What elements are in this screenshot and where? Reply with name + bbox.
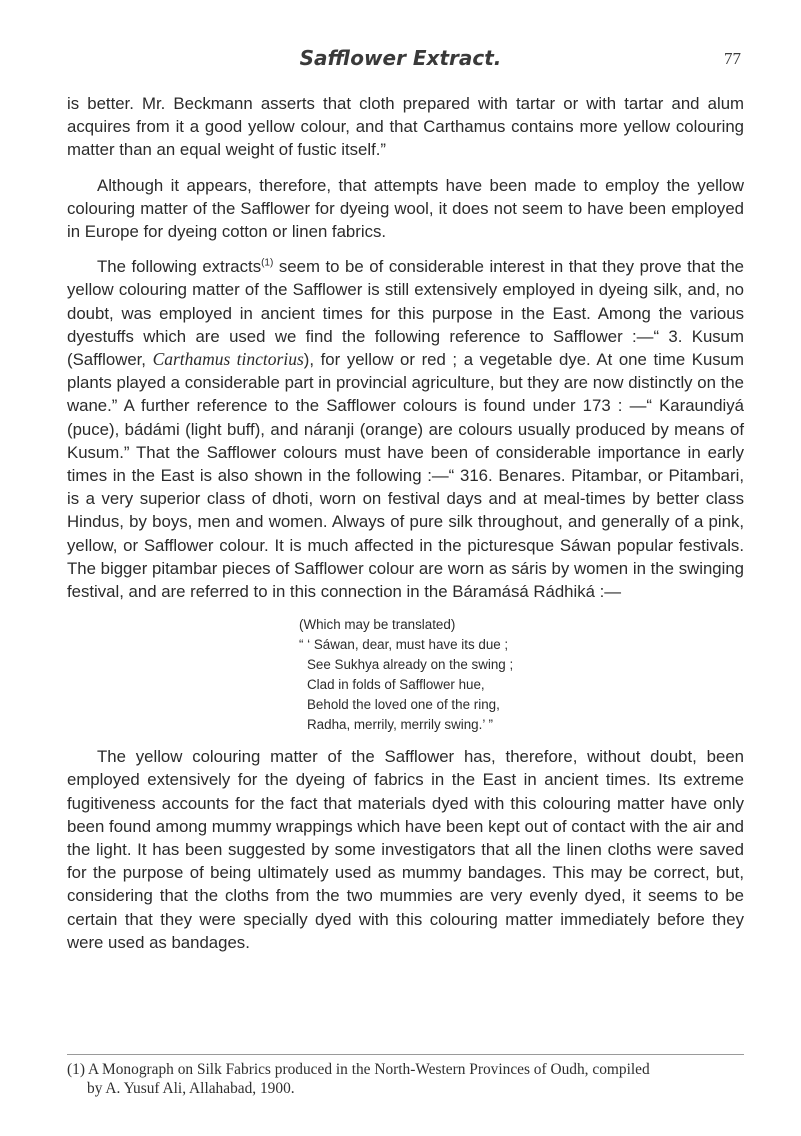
- footnote: [67, 1060, 744, 1098]
- poem-line: Clad in folds of Safflower hue,: [307, 677, 485, 693]
- footnote-line-2: by A. Yusuf Ali, Allahabad, 1900.: [87, 1080, 295, 1097]
- paragraph-3-part-a: The following extracts: [97, 257, 262, 277]
- paragraph-3-part-b: seem to be of considerable interest in that they prove that the yellow colouring matter of the Safflower is still extensively employed in dyeing silk, and, no doubt, was employed in ancient times for this purpose in the East. Among the various dyestuffs which are used we find the following reference to Safflower :—“ 3. Kusum (Safflower,: [67, 257, 744, 370]
- poem-line: See Sukhya already on the swing ;: [307, 657, 514, 673]
- poem-intro: (Which may be translated): [299, 617, 456, 633]
- paragraph-3: [67, 255, 744, 603]
- poem-line: “ ‘ Sáwan, dear, must have its due ;: [299, 637, 509, 653]
- footnote-line-1: (1) A Monograph on Silk Fabrics produced in the North-Western Provinces of Oudh, compiled: [67, 1061, 650, 1078]
- paragraph-3-part-c: ), for yellow or red ; a vegetable dye. At one time Kusum plants played a considerable part in provincial agriculture, but they are now distinctly on the wane.” A further reference to the Safflower colours is found under 173 : —“ Karaundiyá (puce), bádámi (light buff), and náranji (orange) are colours usually produced by means of Kusum.” That the Safflower colours must have been of considerable importance in early times in the East is also shown in the following :—“ 316. Benares. Pitambar, or Pitambari, is a very superior class of dhoti, worn on festival days and at meal-times by better class Hindus, by boys, men and women. Always of pure silk throughout, and generally of a pink, yellow, or Safflower colour. It is much affected in the picturesque Sáwan popular festivals. The bigger pitambar pieces of Safflower colour are worn as sáris by women in the swinging festival, and are referred to in this connection in the Báramásá Rádhiká :—: [67, 350, 744, 602]
- paragraph-2: Although it appears, therefore, that attempts have been made to employ the yellow colouring matter of the Safflower for dyeing wool, it does not seem to have been employed in Europe for dyeing cotton or linen fabrics.: [67, 175, 744, 242]
- paragraph-4: The yellow colouring matter of the Safflower has, therefore, without doubt, been employed extensively for the dyeing of fabrics in the East in ancient times. Its extreme fugitiveness accounts for the fact that materials dyed with this colouring matter have only been found among mummy wrappings which have been kept out of contact with the air and the light. It has been suggested by some investigators that all the linen cloths were saved for the purpose of being ultimately used as mummy bandages. This may be correct, but, considering that the cloths from the two mummies are very evenly dyed, it seems to be certain that they were specially dyed with this colouring matter immediately before they were used as bandages.: [67, 747, 744, 952]
- footnote-reference: (1): [261, 257, 274, 269]
- running-title: Safflower Extract.: [299, 46, 502, 70]
- page-header: [0, 44, 801, 74]
- latin-name: Carthamus tinctorius: [152, 349, 304, 370]
- footnote-divider: [67, 1054, 744, 1055]
- poem-line: Behold the loved one of the ring,: [307, 697, 500, 713]
- poem-line: Radha, merrily, merrily swing.’ ”: [307, 717, 494, 733]
- paragraph-1: is better. Mr. Beckmann asserts that cloth prepared with tartar or with tartar and alum acquires from it a good yellow colour, and that Carthamus contains more yellow colouring matter than an equal weight of fustic itself.”: [67, 94, 744, 160]
- page-number: 77: [724, 49, 741, 68]
- body-text: [67, 92, 744, 966]
- poem-block: [67, 615, 744, 735]
